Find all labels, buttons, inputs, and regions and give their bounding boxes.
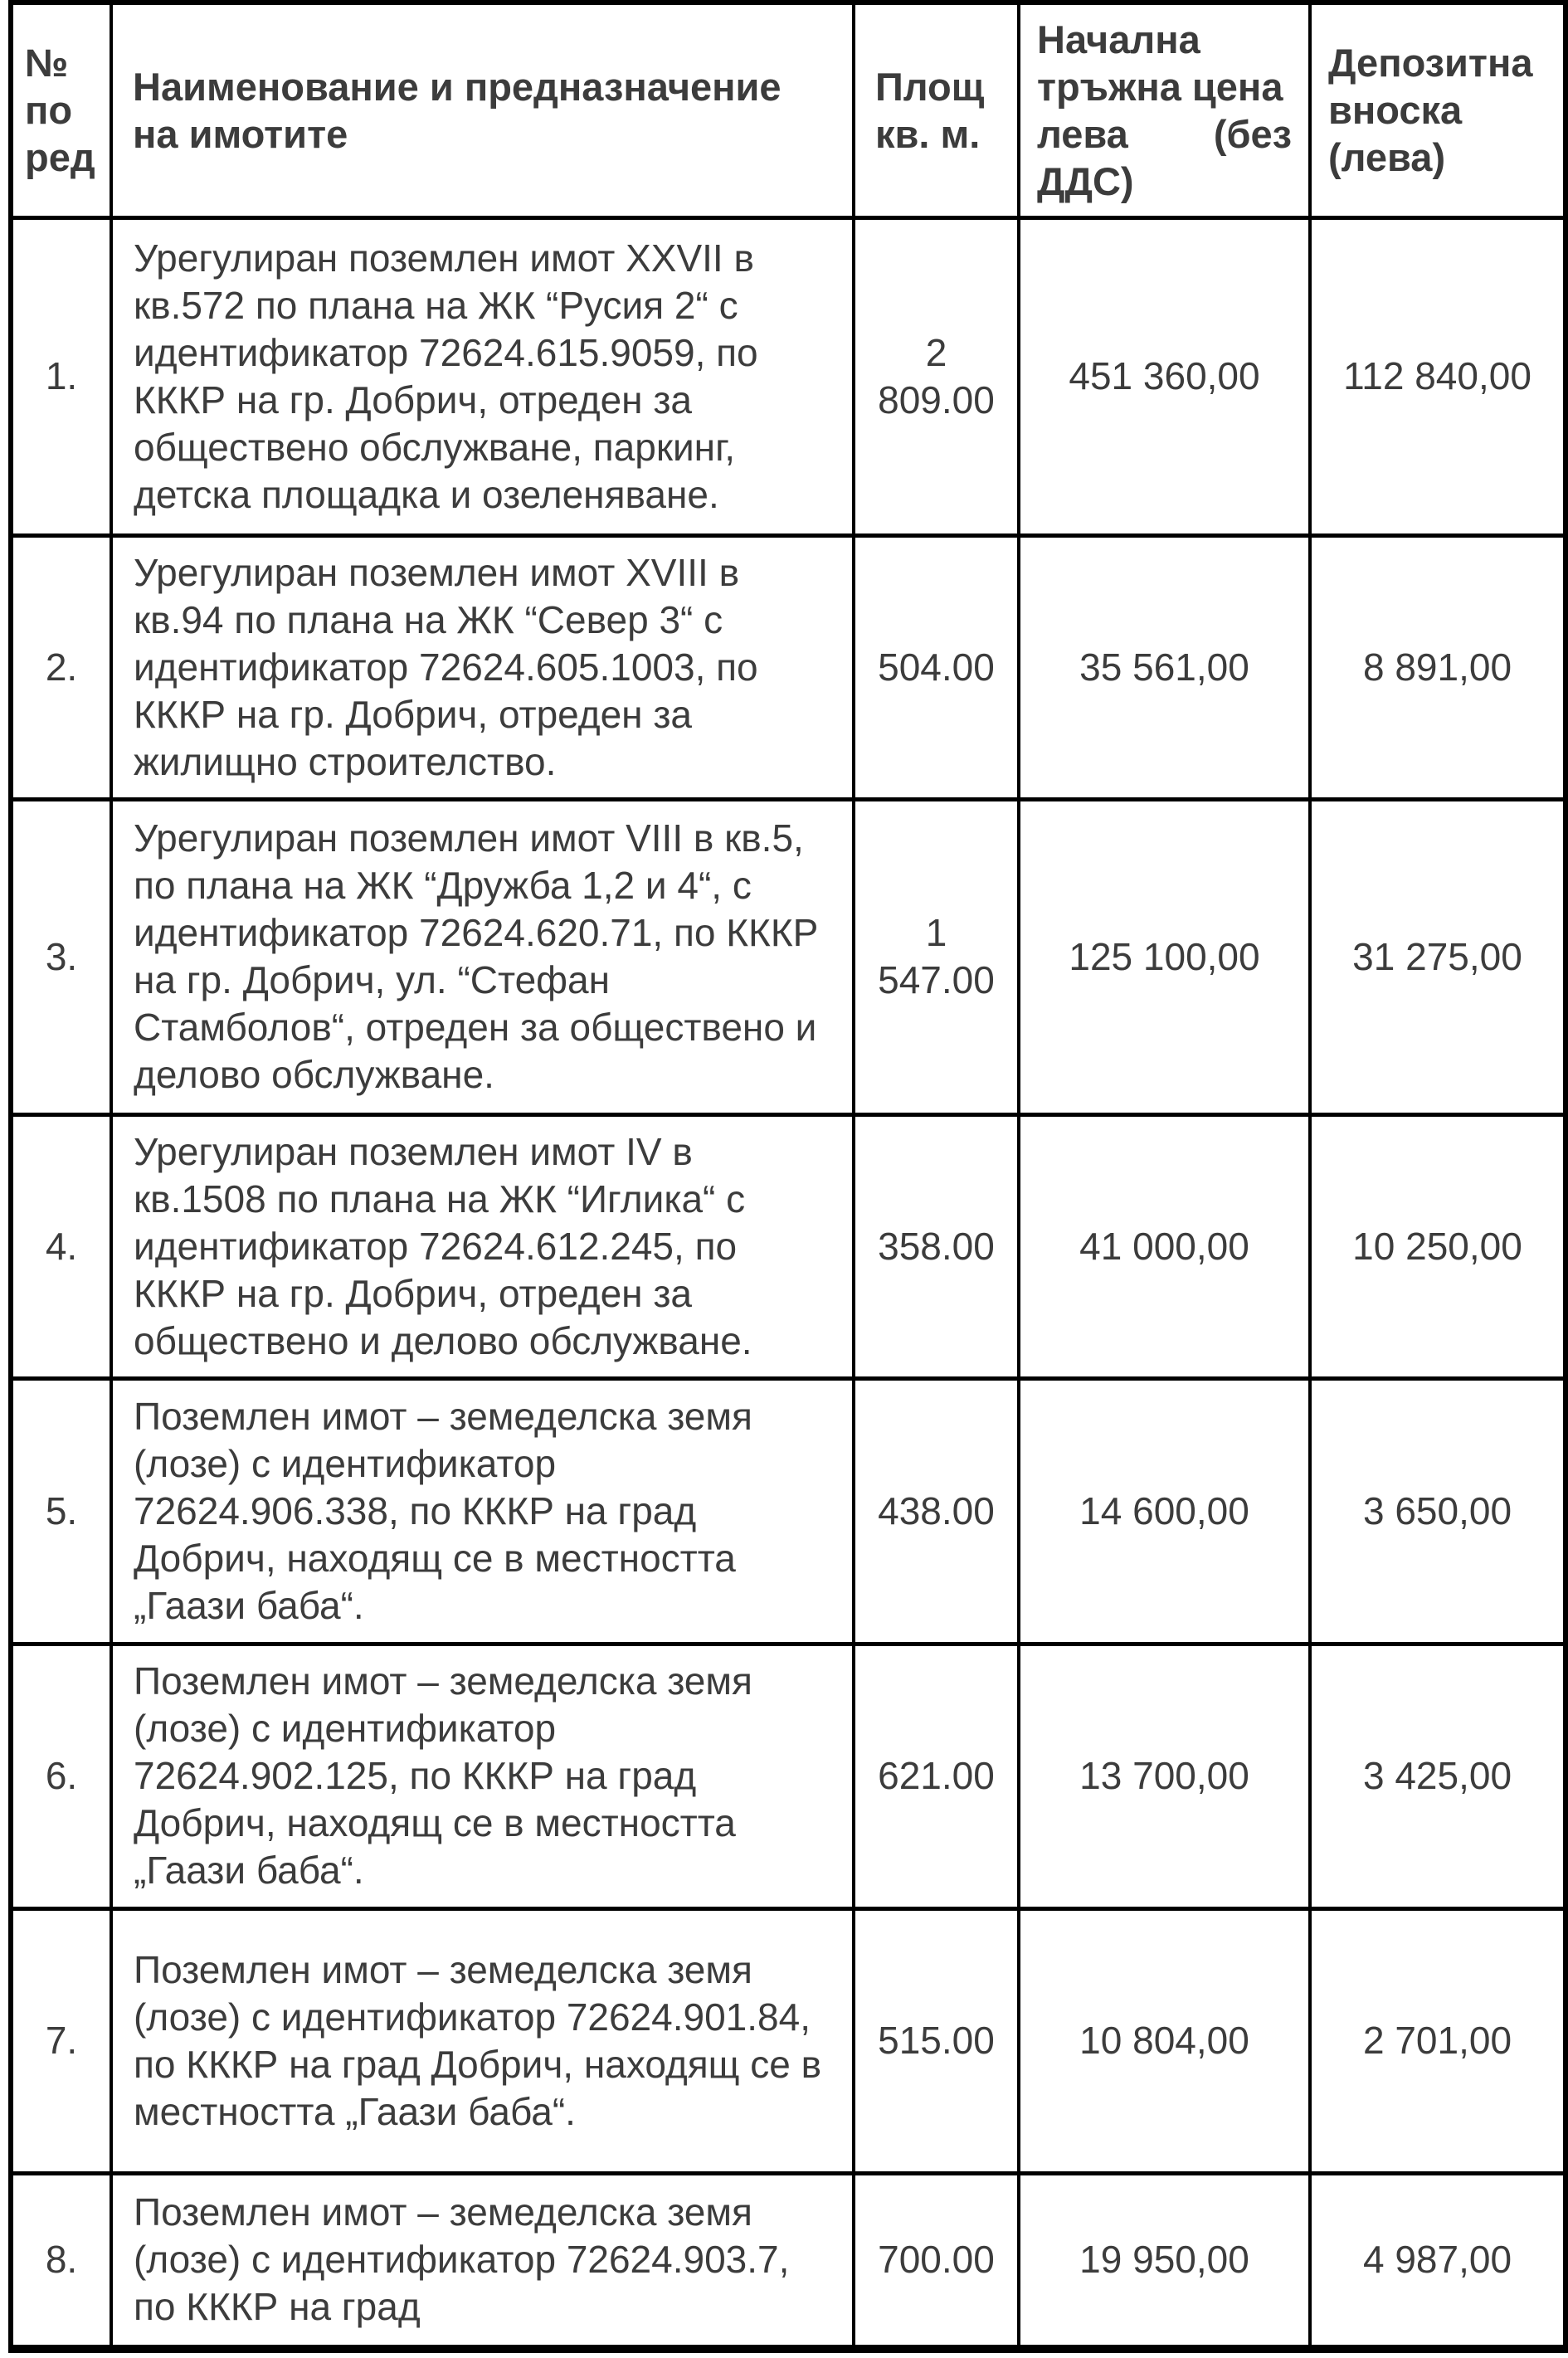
starting-price-value: 10 804,00 [1019,1908,1310,2173]
column-header-property-name-label: Наименование и предназначение на имотите [133,64,782,156]
area-value: 358.00 [854,1114,1019,1378]
property-description: Урегулиран поземлен имот XXVII в кв.572 по плана на ЖК “Русия 2“ с идентификатор 72624.615.9059, по КККР на гр. Добрич, отреден за обществено обслужване, паркинг, детска площадка и озеленяване. [111,217,854,535]
row-number: 7. [11,1908,111,2173]
starting-price-value: 14 600,00 [1019,1378,1310,1644]
area-value: 700.00 [854,2173,1019,2349]
starting-price-value: 35 561,00 [1019,535,1310,799]
area-value: 504.00 [854,535,1019,799]
row-number: 1. [11,217,111,535]
deposit-value: 10 250,00 [1310,1114,1566,1378]
table-row-8 [11,2173,1566,2349]
area-value: 2 809.00 [854,217,1019,535]
column-header-row-number [11,2,111,217]
deposit-value: 4 987,00 [1310,2173,1566,2349]
price-header-line-1: Начална [1037,17,1200,61]
property-description: Урегулиран поземлен имот IV в кв.1508 по плана на ЖК “Иглика“ с идентификатор 72624.612.245, по КККР на гр. Добрич, отреден за обществено и делово обслужване. [111,1114,854,1378]
column-header-property-name [111,2,854,217]
row-number: 2. [11,535,111,799]
table-row-3 [11,799,1566,1114]
row-number: 3. [11,799,111,1114]
price-header-line-3-left: лева [1037,111,1128,156]
property-description: Урегулиран поземлен имот XVIII в кв.94 по плана на ЖК “Север 3“ с идентификатор 72624.605.1003, по КККР на гр. Добрич, отреден за жилищно строителство. [111,535,854,799]
column-header-area [854,2,1019,217]
row-number: 8. [11,2173,111,2349]
deposit-value: 112 840,00 [1310,217,1566,535]
property-description: Поземлен имот – земеделска земя (лозе) с идентификатор 72624.906.338, по КККР на град Добрич, находящ се в местността „Гаази баба“. [111,1378,854,1644]
starting-price-value: 19 950,00 [1019,2173,1310,2349]
starting-price-value: 41 000,00 [1019,1114,1310,1378]
table-row-4 [11,1114,1566,1378]
row-number: 6. [11,1644,111,1908]
deposit-value: 8 891,00 [1310,535,1566,799]
table-row-1 [11,217,1566,535]
row-number: 5. [11,1378,111,1644]
property-description: Поземлен имот – земеделска земя (лозе) с идентификатор 72624.903.7, по КККР на град [111,2173,854,2349]
row-number: 4. [11,1114,111,1378]
deposit-value: 3 650,00 [1310,1378,1566,1644]
area-header-line-2: кв. м. [875,111,981,156]
column-header-deposit [1310,2,1566,217]
table-row-5 [11,1378,1566,1644]
area-header-line-1: Площ [875,64,985,109]
table-row-7 [11,1908,1566,2173]
deposit-header-line-2: вноска [1328,88,1463,133]
price-header-line-2: тръжна цена [1037,64,1283,109]
area-value: 1 547.00 [854,799,1019,1114]
column-header-starting-price [1019,2,1310,217]
starting-price-value: 13 700,00 [1019,1644,1310,1908]
price-header-line-3 [1037,110,1292,158]
price-header-line-4: ДДС) [1037,158,1134,203]
property-description: Поземлен имот – земеделска земя (лозе) с идентификатор 72624.902.125, по КККР на град Добрич, находящ се в местността „Гаази баба“. [111,1644,854,1908]
deposit-header-line-1: Депозитна [1328,41,1533,85]
property-description: Урегулиран поземлен имот VIII в кв.5, по плана на ЖК “Дружба 1,2 и 4“, с идентификатор 72624.620.71, по КККР на гр. Добрич, ул. “Стефан Стамболов“, отреден за обществено и делово обслужване. [111,799,854,1114]
deposit-value: 31 275,00 [1310,799,1566,1114]
area-value: 438.00 [854,1378,1019,1644]
price-header-line-3-right: (без [1213,111,1292,156]
area-value: 515.00 [854,1908,1019,2173]
starting-price-value: 125 100,00 [1019,799,1310,1114]
properties-auction-table [8,0,1568,2353]
deposit-value: 2 701,00 [1310,1908,1566,2173]
table-row-6 [11,1644,1566,1908]
starting-price-value: 451 360,00 [1019,217,1310,535]
deposit-value: 3 425,00 [1310,1644,1566,1908]
table-row-2 [11,535,1566,799]
area-value: 621.00 [854,1644,1019,1908]
table-header-row [11,2,1566,217]
column-header-row-number-label: № по ред [25,41,95,180]
deposit-header-line-3: (лева) [1328,135,1446,180]
property-description: Поземлен имот – земеделска земя (лозе) с идентификатор 72624.901.84, по КККР на град Добрич, находящ се в местността „Гаази баба“. [111,1908,854,2173]
